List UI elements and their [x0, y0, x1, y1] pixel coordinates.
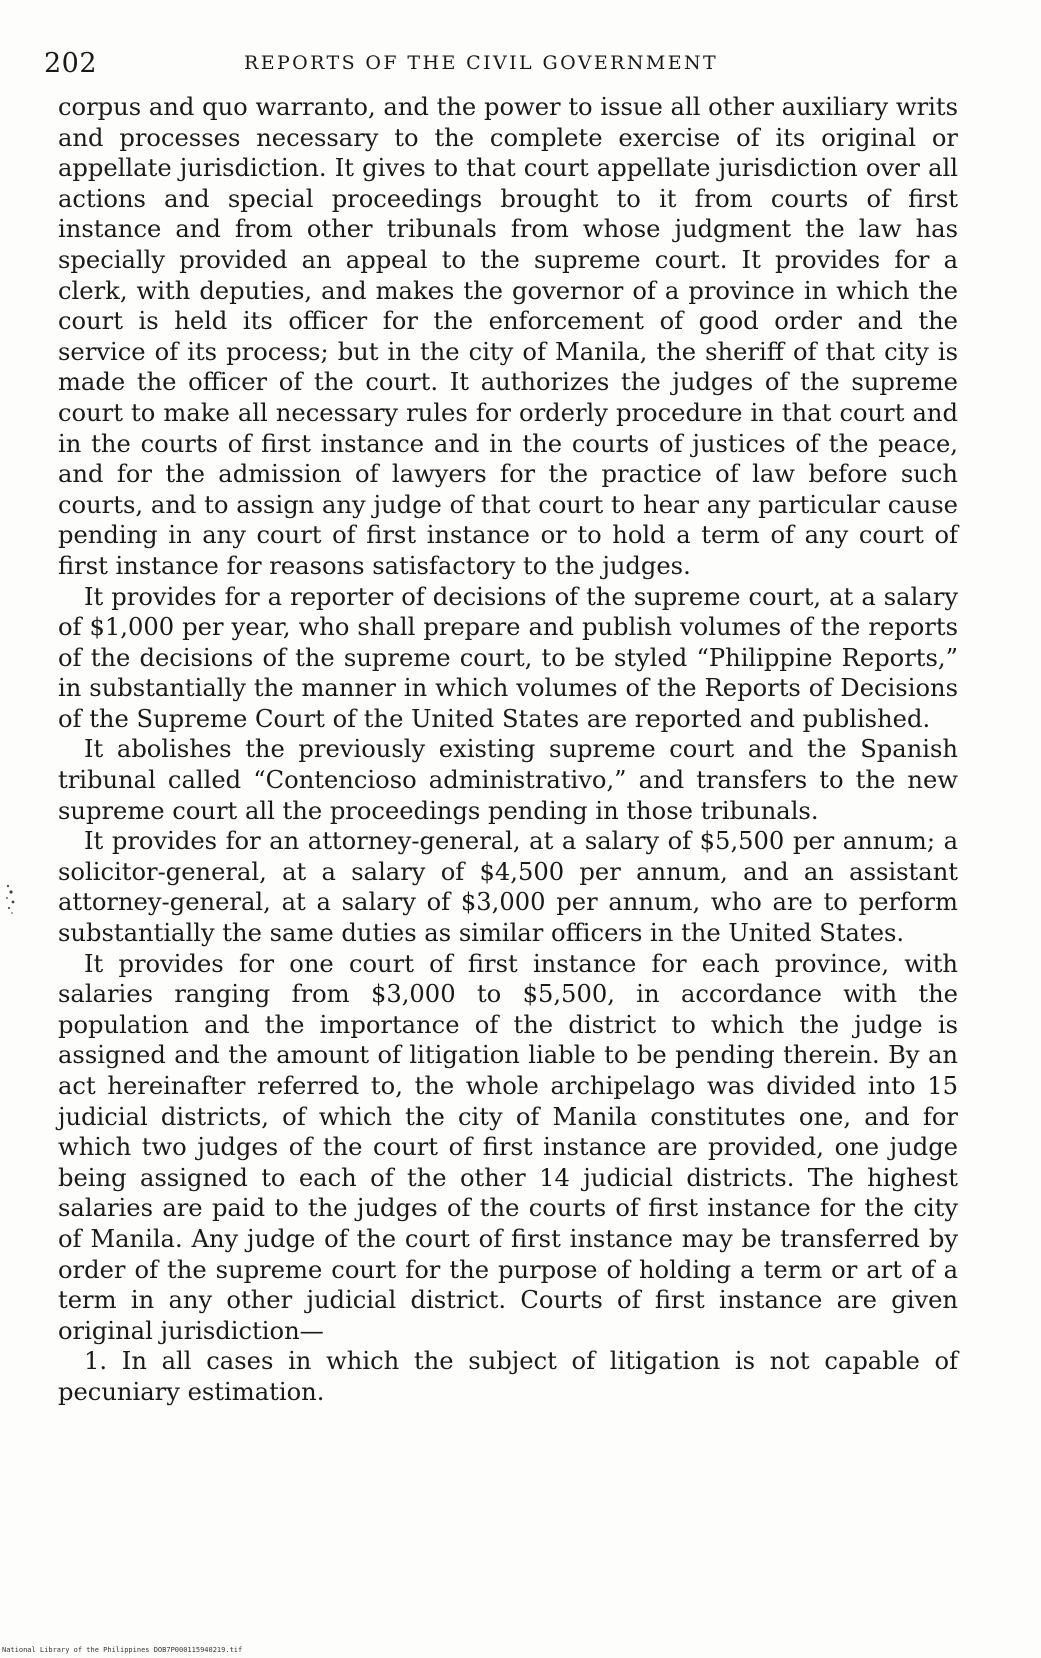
list-item-jurisdiction-1: 1. In all cases in which the subject of litigation is not capable of pecuniary estimation. — [58, 1347, 958, 1406]
paragraph-attorney-general: It provides for an attorney-general, at a salary of $5,500 per annum; a solicitor-general, at a salary of $4,500 per annum, and an assistant attorney-general, at a salary of $3,000 per annum, who are to perform substantially the same duties as similar officers in the United States. — [58, 827, 958, 948]
source-stamp: National Library of the Philippines DOB7P000115940219.tif — [2, 1646, 243, 1654]
paragraph-abolition: It abolishes the previously existing supreme court and the Spanish tribunal called “Contencioso administrativo,” and transfers to the new supreme court all the proceedings pending in those tribunals. — [58, 735, 958, 825]
page-number: 202 — [44, 48, 98, 79]
page-header — [44, 48, 944, 88]
scan-speckle-mark — [4, 880, 18, 920]
body-text — [58, 92, 958, 1408]
paragraph-reporter: It provides for a reporter of decisions of the supreme court, at a salary of $1,000 per year, who shall prepare and publish volumes of the reports of the decisions of the supreme court, to be styled “Philippine Reports,” in substantially the manner in which volumes of the Reports of Decisions of the Supreme Court of the United States are reported and published. — [58, 582, 958, 733]
paragraph-continuation: corpus and quo warranto, and the power to issue all other auxiliary writs and processes necessary to the complete exercise of its original or appellate jurisdiction. It gives to that court appellate jurisdiction over all actions and special proceedings brought to it from courts of first instance and from other tribunals from whose judgment the law has specially provided an appeal to the supreme court. It provides for a clerk, with deputies, and makes the governor of a province in which the court is held its officer for the enforcement of good order and the service of its process; but in the city of Manila, the sheriff of that city is made the officer of the court. It authorizes the judges of the supreme court to make all necessary rules for orderly procedure in that court and in the courts of first instance and in the courts of justices of the peace, and for the admission of lawyers for the practice of law before such courts, and to assign any judge of that court to hear any particular cause pending in any court of first instance or to hold a term of any court of first instance for reasons satisfactory to the judges. — [58, 93, 958, 580]
paragraph-courts-of-first-instance: It provides for one court of first instance for each province, with salaries ranging from $3,000 to $5,500, in accordance with the population and the importance of the district to which the judge is assigned and the amount of litigation liable to be pending therein. By an act hereinafter referred to, the whole archipelago was divided into 15 judicial districts, of which the city of Manila constitutes one, and for which two judges of the court of first instance are provided, one judge being assigned to each of the other 14 judicial districts. The highest salaries are paid to the judges of the courts of first instance for the city of Manila. Any judge of the court of first instance may be transferred by order of the supreme court for the purpose of holding a term or art of a term in any other judicial district. Courts of first instance are given original jurisdiction— — [58, 949, 958, 1345]
running-head: REPORTS OF THE CIVIL GOVERNMENT — [244, 52, 719, 74]
